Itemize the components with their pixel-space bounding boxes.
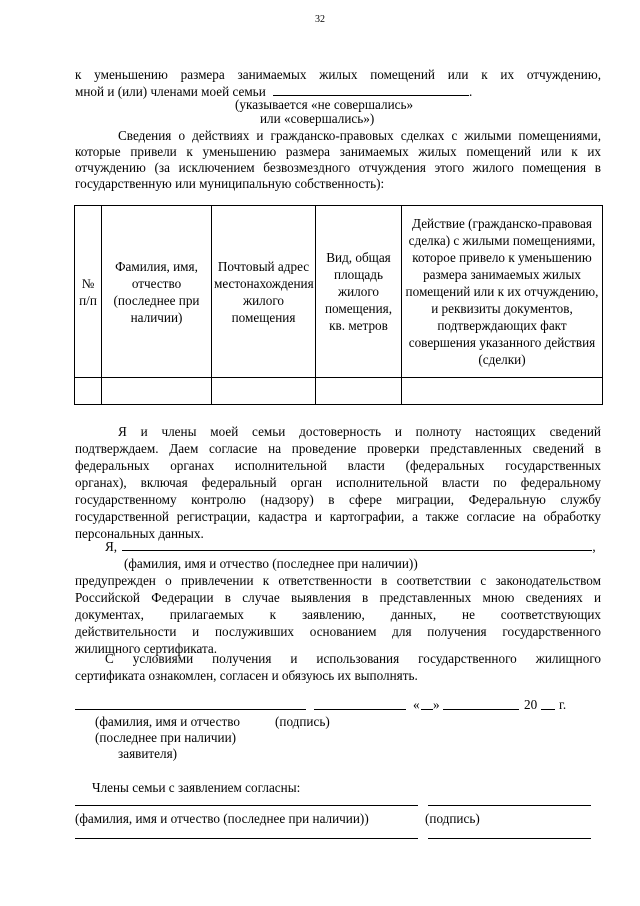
- intro-note-1: (указывается «не совершались»: [235, 97, 414, 112]
- date-open-quote: «: [413, 697, 420, 712]
- declarant-line-3: документах, прилагаемых к заявлению, данных, не соответствующих: [75, 607, 601, 622]
- header-number: № п/п: [75, 206, 102, 378]
- consent-line-3: федеральных органах исполнительной власти (федеральных государственных: [75, 458, 601, 473]
- fill-line-family-name[interactable]: [75, 805, 418, 806]
- info-line-2: которые привели к уменьшению размера занимаемых жилых помещений или к их: [75, 144, 601, 159]
- table-cell[interactable]: [402, 378, 603, 405]
- fill-line-year[interactable]: [541, 709, 555, 710]
- table-header-row: [75, 206, 603, 378]
- table-row: [75, 378, 603, 405]
- agreement-line-2: сертификата ознакомлен, согласен и обязуюсь их выполнять.: [75, 668, 418, 683]
- declarant-line-2: Российской Федерации в случае выявления в представленных мною сведениях и: [75, 590, 601, 605]
- caption-applicant-name: (фамилия, имя и отчество: [95, 714, 240, 729]
- info-line-3: отчуждению (за исключением безвозмездного отчуждения этого жилого помещения в: [75, 160, 601, 175]
- transactions-table: [74, 205, 603, 405]
- consent-line-7: персональных данных.: [75, 526, 204, 541]
- page-number: 32: [315, 14, 325, 25]
- caption-family-name: (фамилия, имя и отчество (последнее при наличии)): [75, 811, 369, 826]
- table-cell[interactable]: [212, 378, 316, 405]
- intro-line-1: к уменьшению размера занимаемых жилых помещений или к их отчуждению,: [75, 67, 601, 82]
- table-cell[interactable]: [316, 378, 402, 405]
- info-line-4: государственную или муниципальную собственность):: [75, 176, 385, 191]
- family-title: Члены семьи с заявлением согласны:: [92, 780, 301, 795]
- declarant-line-5: жилищного сертификата.: [75, 641, 218, 656]
- agreement-line-1: С условиями получения и использования государственного жилищного: [105, 651, 601, 666]
- consent-line-1: Я и члены моей семьи достоверность и полноту настоящих сведений: [118, 424, 601, 439]
- table-cell[interactable]: [75, 378, 102, 405]
- fill-line-day[interactable]: [421, 709, 433, 710]
- declarant-prefix: Я,: [105, 539, 118, 554]
- declarant-line: [105, 538, 596, 555]
- header-action: Действие (гражданско-правовая сделка) с жилыми помещениями, которое привело к уменьшению размера занимаемых жилых помещений или к их отчуждению, и реквизиты документов, подтверждающих факт совершения указанного действия (сделки): [402, 206, 603, 378]
- declarant-line-1: предупрежден о привлечении к ответственности в соответствии с законодательством: [75, 573, 601, 588]
- intro-line-2-end: .: [469, 84, 473, 99]
- consent-line-2: подтверждаем. Даем согласие на проведение проверки представленных сведений в: [75, 441, 601, 456]
- caption-family-signature: (подпись): [425, 811, 480, 826]
- table-cell[interactable]: [102, 378, 212, 405]
- declarant-caption: (фамилия, имя и отчество (последнее при наличии)): [124, 556, 418, 571]
- fill-line-family-signature[interactable]: [428, 805, 591, 806]
- fill-line-applicant-name[interactable]: [75, 709, 306, 710]
- fill-line-status: [273, 83, 469, 96]
- consent-line-4: органах), включая федеральный орган исполнительной власти по федеральному: [75, 475, 601, 490]
- header-area: Вид, общая площадь жилого помещения, кв. метров: [316, 206, 402, 378]
- declarant-suffix: ,: [592, 539, 596, 554]
- declarant-line-4: действительности и послуживших основанием для получения государственного: [75, 624, 601, 639]
- consent-line-6: государственной регистрации, кадастра и картографии, а также согласие на обработку: [75, 509, 601, 524]
- fill-line-month[interactable]: [443, 709, 519, 710]
- fill-line-family-name-2[interactable]: [75, 838, 418, 839]
- year-suffix: г.: [559, 697, 567, 712]
- caption-applicant-name-3: заявителя): [118, 746, 178, 761]
- header-address: Почтовый адрес местонахождения жилого помещения: [212, 206, 316, 378]
- info-line-1: Сведения о действиях и гражданско-правовых сделках с жилыми помещениями,: [118, 128, 601, 143]
- caption-applicant-signature: (подпись): [275, 714, 330, 729]
- caption-applicant-name-2: (последнее при наличии): [95, 730, 237, 745]
- fill-line-applicant-signature[interactable]: [314, 709, 406, 710]
- intro-note-2: или «совершались»): [260, 111, 375, 126]
- consent-line-5: государственному контролю (надзору) в сфере миграции, Федеральную службу: [75, 492, 601, 507]
- intro-line-2-text: мной и (или) членами моей семьи: [75, 84, 266, 99]
- year-prefix: 20: [524, 697, 538, 712]
- header-full-name: Фамилия, имя, отчество (последнее при наличии): [102, 206, 212, 378]
- fill-line-declarant-name[interactable]: [122, 538, 592, 551]
- fill-line-family-signature-2[interactable]: [428, 838, 591, 839]
- date-close-quote: »: [433, 697, 440, 712]
